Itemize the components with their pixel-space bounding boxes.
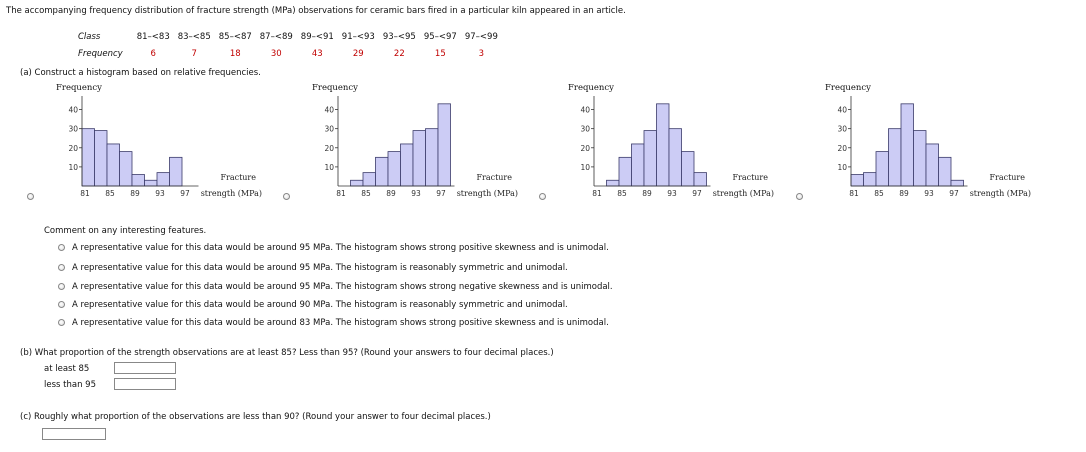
- y-tick-label: 40: [324, 105, 334, 115]
- frequency-cell: 30: [270, 48, 282, 59]
- y-axis-label: Frequency: [825, 83, 871, 93]
- radio-button[interactable]: [58, 264, 65, 271]
- x-tick-label: 97: [949, 189, 959, 198]
- x-axis-label: strength (MPa): [456, 189, 518, 198]
- x-tick-label: 81: [80, 189, 90, 198]
- y-tick-label: 40: [580, 105, 590, 115]
- less-than-90-input[interactable]: [42, 428, 106, 440]
- class-cell: 89–<91: [300, 31, 334, 42]
- histogram-bar: [388, 152, 401, 186]
- x-tick-label: 97: [692, 189, 702, 198]
- histogram-bar: [694, 173, 707, 186]
- histogram-bar: [120, 152, 133, 186]
- histogram-bar: [157, 173, 170, 186]
- histogram-bar: [426, 129, 439, 186]
- radio-button[interactable]: [58, 319, 65, 326]
- frequency-cell: 18: [229, 48, 241, 59]
- less-than-95-label: less than 95: [44, 380, 96, 390]
- y-axis-label: Frequency: [568, 83, 614, 93]
- y-tick-label: 40: [68, 105, 78, 115]
- class-cell: 85–<87: [218, 31, 252, 42]
- x-tick-label: 85: [105, 189, 115, 198]
- x-tick-label: 93: [924, 189, 934, 198]
- histogram-bar: [669, 129, 682, 186]
- x-tick-label: 89: [130, 189, 140, 198]
- x-tick-label: 85: [361, 189, 371, 198]
- histogram-bar: [644, 131, 657, 186]
- less-than-95-input[interactable]: [114, 378, 176, 390]
- x-axis-label: strength (MPa): [712, 189, 774, 198]
- histogram-option-1[interactable]: [8, 78, 264, 202]
- option-text: A representative value for this data would be around 95 MPa. The histogram is reasonably symmetric and unimodal.: [72, 263, 568, 273]
- y-tick-label: 30: [837, 124, 847, 134]
- y-tick-label: 30: [324, 124, 334, 134]
- option-text: A representative value for this data would be around 90 MPa. The histogram is reasonably symmetric and unimodal.: [72, 300, 568, 310]
- histogram-bar: [914, 131, 927, 186]
- histogram-bar: [951, 180, 964, 186]
- y-axis-label: Frequency: [312, 83, 358, 93]
- y-tick-label: 10: [68, 162, 78, 172]
- class-cell: 97–<99: [464, 31, 498, 42]
- histogram-bar: [682, 152, 695, 186]
- option-text: A representative value for this data would be around 95 MPa. The histogram shows strong positive skewness and is unimodal.: [72, 243, 609, 253]
- histogram-bar: [864, 173, 877, 186]
- y-tick-label: 10: [324, 162, 334, 172]
- class-cell: 93–<95: [382, 31, 416, 42]
- histogram-option-4[interactable]: [777, 78, 1033, 202]
- class-cell: 87–<89: [259, 31, 293, 42]
- x-tick-label: 89: [386, 189, 396, 198]
- frequency-cell: 43: [311, 48, 323, 59]
- comment-prompt: Comment on any interesting features.: [44, 226, 207, 236]
- x-axis-label: Fracture: [989, 173, 1025, 182]
- y-tick-label: 10: [837, 162, 847, 172]
- histogram-chart: [520, 78, 776, 202]
- histogram-bar: [145, 180, 158, 186]
- x-tick-label: 97: [436, 189, 446, 198]
- radio-button[interactable]: [58, 244, 65, 251]
- class-cell: 91–<93: [341, 31, 375, 42]
- frequency-cell: 22: [393, 48, 405, 59]
- x-tick-label: 85: [874, 189, 884, 198]
- histogram-bar: [438, 104, 451, 186]
- histogram-chart: [264, 78, 520, 202]
- histogram-bar: [607, 180, 620, 186]
- y-tick-label: 20: [580, 143, 590, 153]
- histogram-bar: [376, 157, 389, 186]
- histogram-bar: [401, 144, 414, 186]
- class-cell: 83–<85: [177, 31, 211, 42]
- part-a-prompt: (a) Construct a histogram based on relative frequencies.: [20, 68, 261, 78]
- histogram-bar: [619, 157, 632, 186]
- x-axis-label: strength (MPa): [200, 189, 262, 198]
- histogram-bar: [363, 173, 376, 186]
- histogram-bar: [351, 180, 364, 186]
- y-axis-label: Frequency: [56, 83, 102, 93]
- histogram-bar: [889, 129, 902, 186]
- radio-button[interactable]: [58, 301, 65, 308]
- option-text: A representative value for this data would be around 95 MPa. The histogram shows strong negative skewness and is unimodal.: [72, 282, 613, 292]
- frequency-cell: 7: [191, 48, 197, 59]
- at-least-85-label: at least 85: [44, 364, 90, 374]
- x-tick-label: 81: [336, 189, 346, 198]
- x-axis-label: strength (MPa): [969, 189, 1031, 198]
- histogram-bar: [632, 144, 645, 186]
- histogram-bar: [901, 104, 914, 186]
- histogram-bar: [95, 131, 108, 186]
- histogram-bar: [657, 104, 670, 186]
- x-axis-label: Fracture: [732, 173, 768, 182]
- histogram-bar: [132, 175, 145, 186]
- frequency-header: Frequency: [78, 48, 123, 59]
- class-row: [74, 28, 502, 45]
- part-b-prompt: (b) What proportion of the strength observations are at least 85? Less than 95? (Round your answers to four decimal places.): [20, 348, 554, 358]
- x-tick-label: 81: [592, 189, 602, 198]
- histogram-bar: [107, 144, 120, 186]
- frequency-cell: 3: [478, 48, 485, 59]
- x-tick-label: 81: [849, 189, 859, 198]
- histogram-bar: [851, 175, 864, 186]
- histogram-option-2[interactable]: [264, 78, 520, 202]
- histogram-chart: [777, 78, 1033, 202]
- histogram-bar: [82, 129, 95, 186]
- y-tick-label: 20: [837, 143, 847, 153]
- frequency-cell: 6: [150, 48, 156, 59]
- y-tick-label: 40: [837, 105, 847, 115]
- histogram-bar: [413, 131, 426, 186]
- histogram-option-3[interactable]: [520, 78, 776, 202]
- frequency-cell: 29: [352, 48, 364, 59]
- x-tick-label: 93: [155, 189, 165, 198]
- x-tick-label: 85: [617, 189, 627, 198]
- frequency-cell: 15: [434, 48, 446, 59]
- y-tick-label: 10: [580, 162, 590, 172]
- x-tick-label: 97: [180, 189, 190, 198]
- part-c-prompt: (c) Roughly what proportion of the observations are less than 90? (Round your answer to four decimal places.): [20, 412, 491, 422]
- histogram-bar: [876, 152, 889, 186]
- x-tick-label: 89: [642, 189, 652, 198]
- y-tick-label: 30: [580, 124, 590, 134]
- frequency-row: [74, 45, 502, 62]
- frequency-table: [74, 28, 502, 62]
- class-cell: 81–<83: [136, 31, 170, 42]
- x-axis-label: Fracture: [220, 173, 256, 182]
- histogram-bar: [939, 157, 952, 186]
- x-tick-label: 93: [667, 189, 677, 198]
- histogram-bar: [170, 157, 183, 186]
- x-axis-label: Fracture: [476, 173, 512, 182]
- y-tick-label: 30: [68, 124, 78, 134]
- class-header: Class: [78, 31, 101, 42]
- intro-text: The accompanying frequency distribution of fracture strength (MPa) observations for ceramic bars fired in a particular kiln appeared in an article.: [6, 6, 626, 16]
- x-tick-label: 89: [899, 189, 909, 198]
- histogram-chart: [8, 78, 264, 202]
- y-tick-label: 20: [68, 143, 78, 153]
- option-text: A representative value for this data would be around 83 MPa. The histogram shows strong positive skewness and is unimodal.: [72, 318, 609, 328]
- histogram-bar: [926, 144, 939, 186]
- class-cell: 95–<97: [423, 31, 457, 42]
- at-least-85-input[interactable]: [114, 362, 176, 374]
- y-tick-label: 20: [324, 143, 334, 153]
- radio-button[interactable]: [58, 283, 65, 290]
- x-tick-label: 93: [411, 189, 421, 198]
